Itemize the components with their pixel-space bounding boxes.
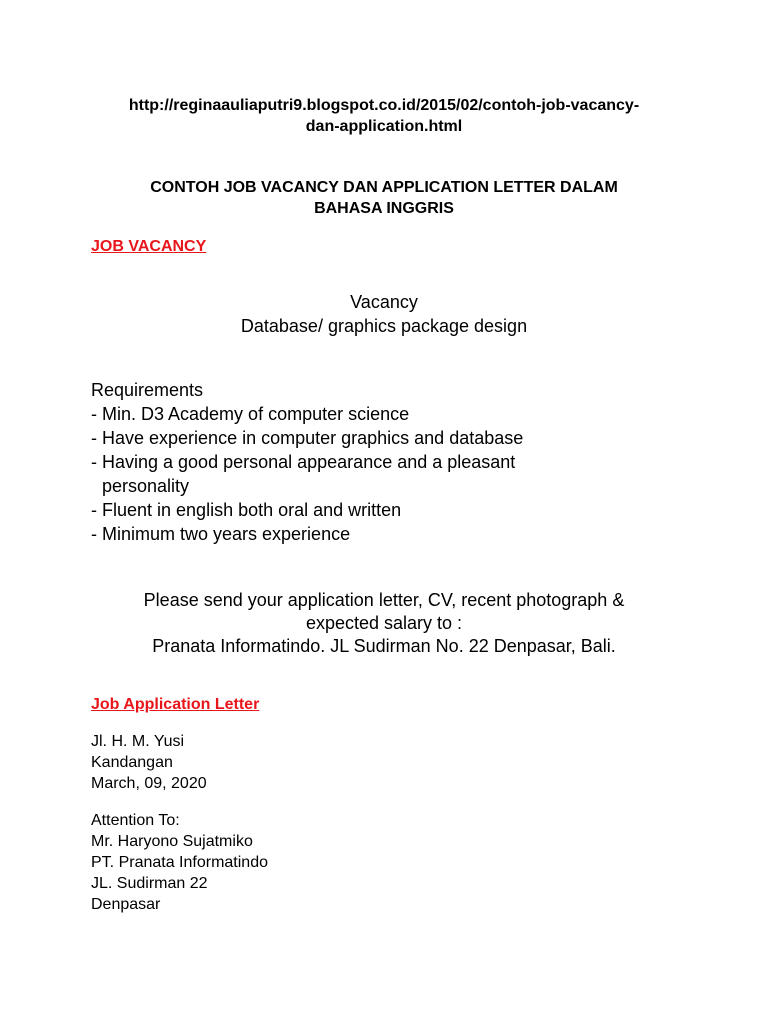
source-url xyxy=(60,95,708,137)
requirements-list xyxy=(91,378,691,546)
requirement-item: - Min. D3 Academy of computer science xyxy=(91,404,410,424)
sender-address xyxy=(91,731,591,794)
instructions-line-2: expected salary to : xyxy=(305,613,463,633)
requirement-item: - Have experience in computer graphics and database xyxy=(91,428,524,448)
document-title-line-2: BAHASA INGGRIS xyxy=(314,200,454,217)
sender-city: Kandangan xyxy=(91,754,173,771)
recipient-city: Denpasar xyxy=(91,896,161,913)
recipient-address xyxy=(91,810,591,915)
requirement-item: - Minimum two years experience xyxy=(91,524,351,544)
recipient-name: Mr. Haryono Sujatmiko xyxy=(91,833,253,850)
requirement-item: - Fluent in english both oral and written xyxy=(91,500,402,520)
vacancy-announcement xyxy=(60,290,708,338)
attention-label: Attention To: xyxy=(91,812,180,829)
application-instructions xyxy=(60,589,708,658)
vacancy-label: Vacancy xyxy=(350,292,418,312)
instructions-line-3: Pranata Informatindo. JL Sudirman No. 22 Denpasar, Bali. xyxy=(152,636,616,656)
sender-street: Jl. H. M. Yusi xyxy=(91,733,185,750)
requirement-item: - Having a good personal appearance and a pleasant xyxy=(91,452,516,472)
document-title xyxy=(60,177,708,219)
vacancy-position: Database/ graphics package design xyxy=(240,316,528,336)
requirement-item-continuation: personality xyxy=(102,476,190,496)
recipient-company: PT. Pranata Informatindo xyxy=(91,854,268,871)
document-title-line-1: CONTOH JOB VACANCY DAN APPLICATION LETTER DALAM xyxy=(150,179,618,196)
letter-date: March, 09, 2020 xyxy=(91,775,207,792)
job-vacancy-heading: JOB VACANCY xyxy=(91,238,207,255)
source-url-line-2: dan-application.html xyxy=(305,118,463,135)
recipient-street: JL. Sudirman 22 xyxy=(91,875,208,892)
job-application-heading: Job Application Letter xyxy=(91,696,260,713)
instructions-line-1: Please send your application letter, CV, recent photograph & xyxy=(143,590,625,610)
source-url-line-1: http://reginaauliaputri9.blogspot.co.id/2015/02/contoh-job-vacancy- xyxy=(128,97,640,114)
requirements-heading: Requirements xyxy=(91,380,204,400)
